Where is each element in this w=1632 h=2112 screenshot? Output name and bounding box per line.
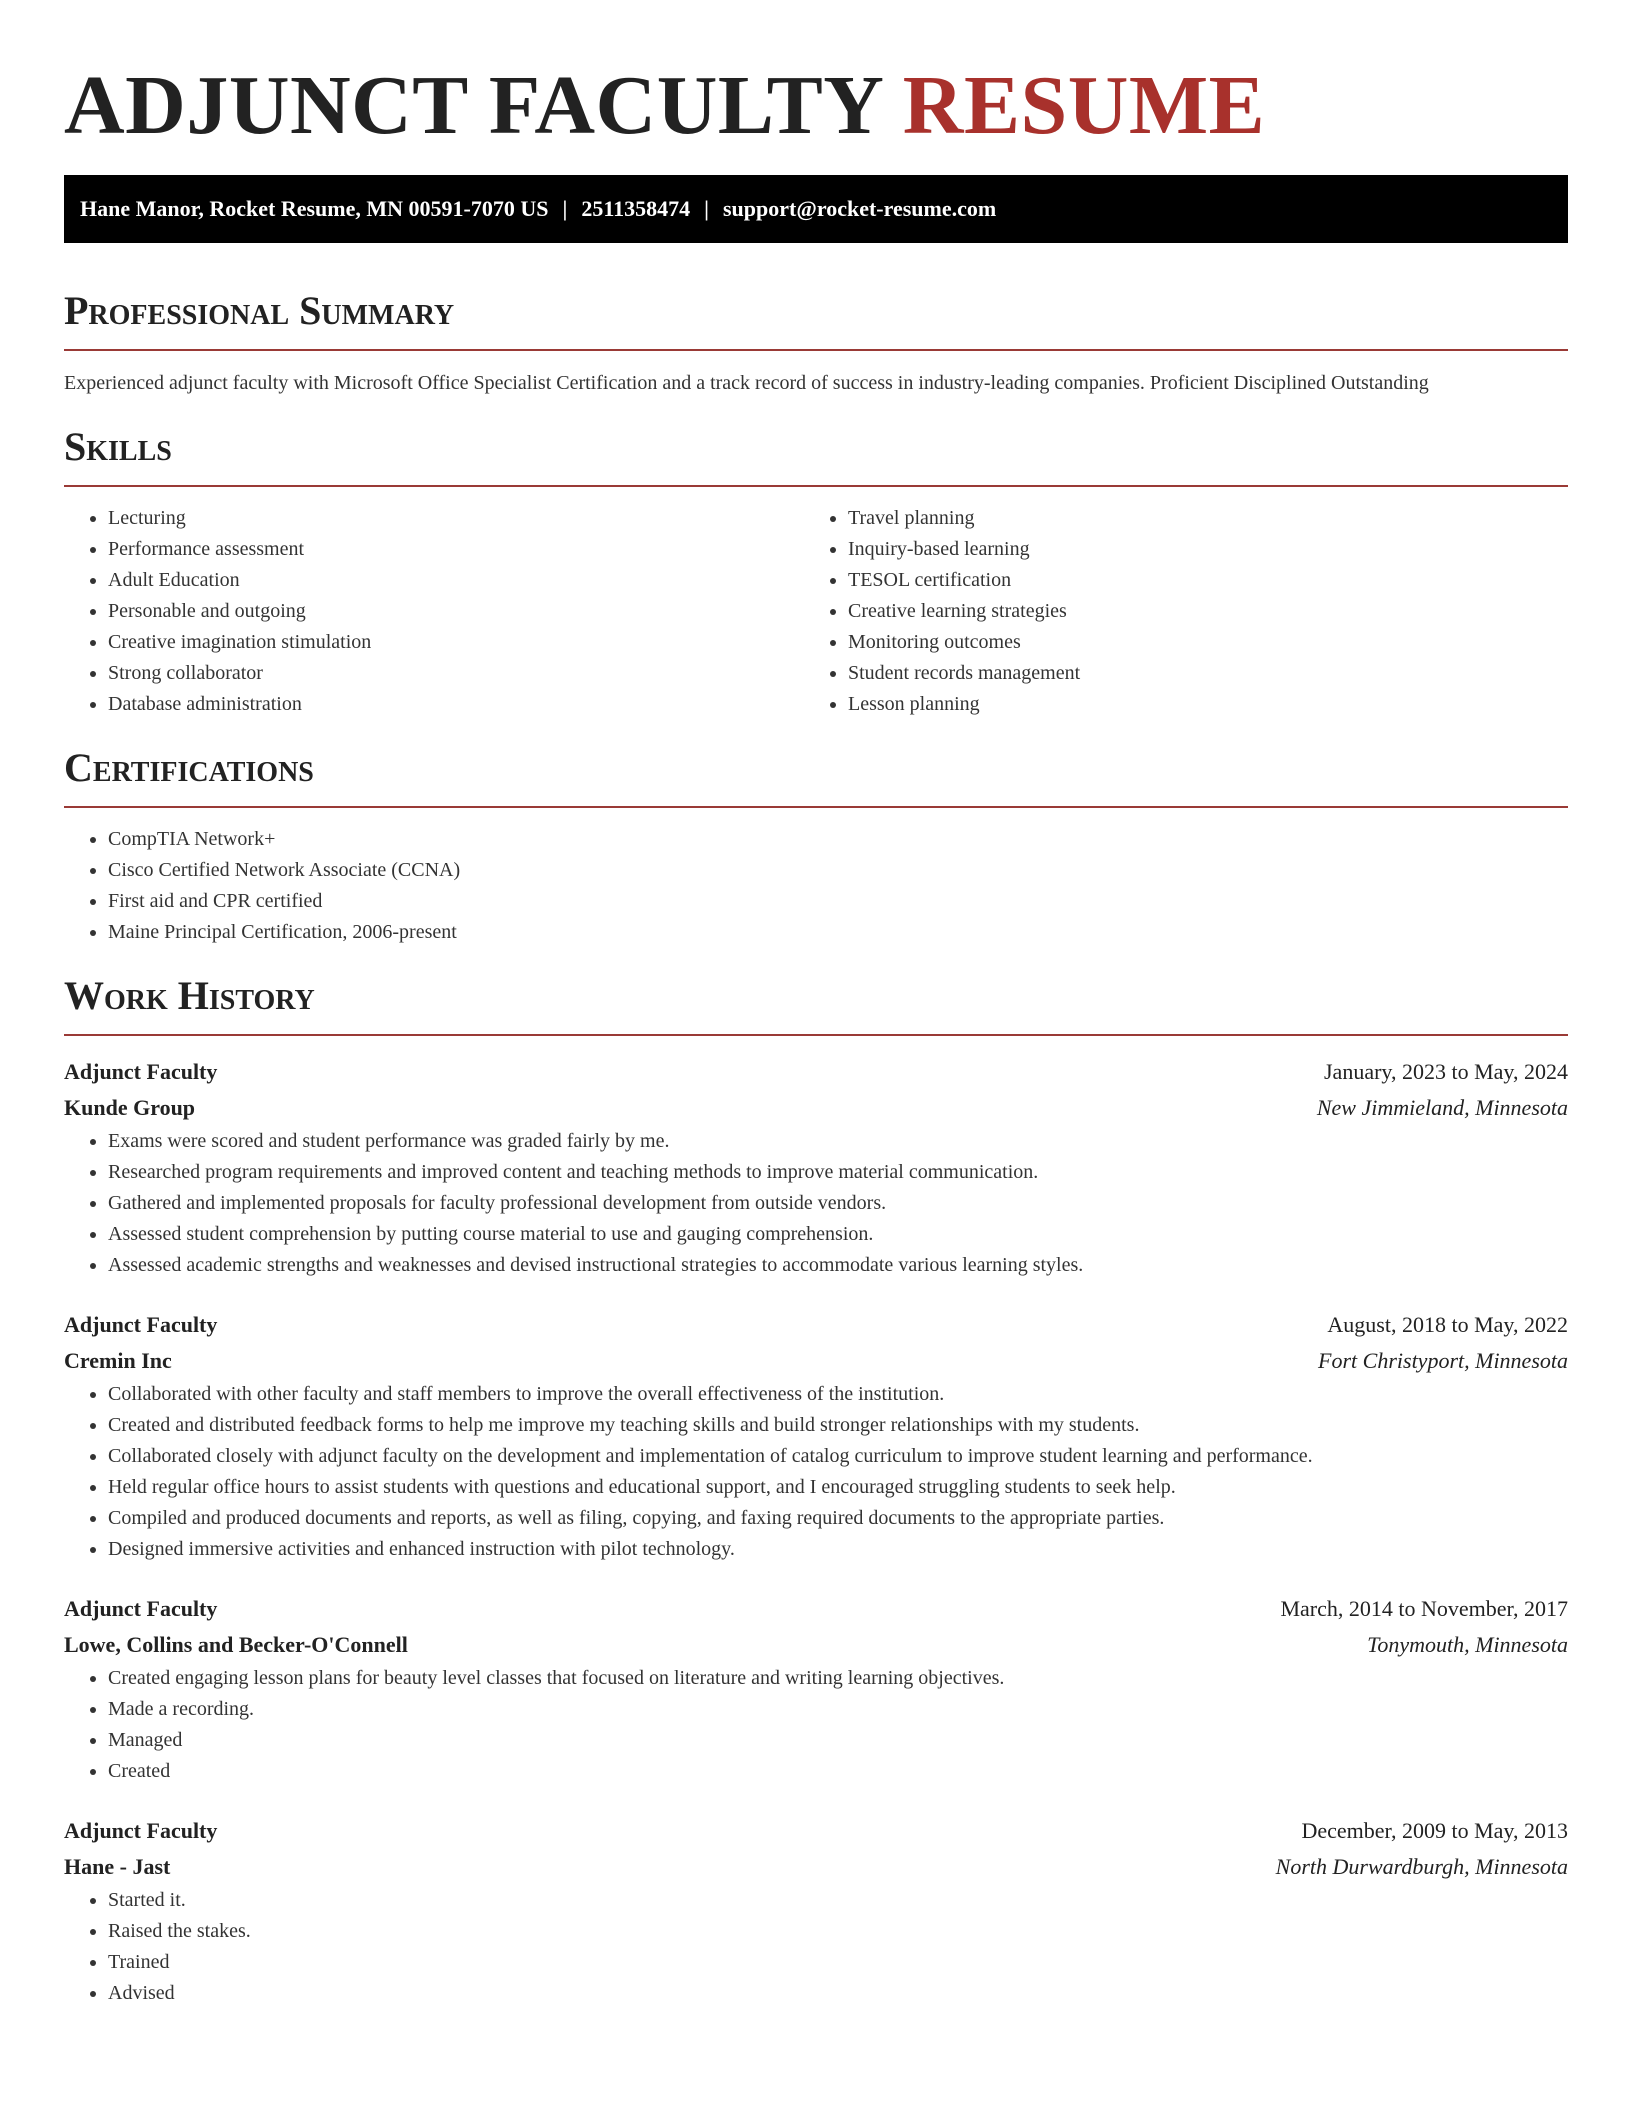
job-subheader <box>64 1343 1568 1379</box>
work-history-section <box>64 972 1568 2009</box>
certifications-list <box>64 824 1568 948</box>
resume-title <box>64 58 1568 154</box>
list-item: • Monitoring outcomes <box>848 627 1544 658</box>
list-item: • Gathered and implemented proposals for faculty professional development from outside vendors. <box>108 1188 1568 1219</box>
section-heading: Work History <box>64 973 315 1018</box>
job-header <box>64 1591 1568 1627</box>
list-item: • Student records management <box>848 658 1544 689</box>
summary-section <box>64 287 1568 397</box>
contact-email[interactable]: support@rocket-resume.com <box>723 196 997 221</box>
job-entry <box>64 1591 1568 1787</box>
job-dates: December, 2009 to May, 2013 <box>1301 1818 1568 1843</box>
list-item: • Inquiry-based learning <box>848 534 1544 565</box>
list-item: • Made a recording. <box>108 1694 1568 1725</box>
list-item: • Personable and outgoing <box>108 596 804 627</box>
job-company: Hane - Jast <box>64 1854 171 1879</box>
section-divider <box>64 349 1568 351</box>
job-dates: March, 2014 to November, 2017 <box>1280 1596 1568 1621</box>
list-item: • Lesson planning <box>848 689 1544 720</box>
list-item: • Created engaging lesson plans for beauty level classes that focused on literature and writing learning objectives. <box>108 1663 1568 1694</box>
job-bullets <box>64 1885 1568 2009</box>
skills-section <box>64 423 1568 720</box>
contact-separator: | <box>704 196 709 221</box>
job-dates: August, 2018 to May, 2022 <box>1327 1312 1568 1337</box>
skills-list-right <box>804 503 1544 720</box>
job-bullets <box>64 1663 1568 1787</box>
list-item: • Created <box>108 1756 1568 1787</box>
job-header <box>64 1813 1568 1849</box>
list-item: • Researched program requirements and improved content and teaching methods to improve material communication. <box>108 1157 1568 1188</box>
list-item: • Strong collaborator <box>108 658 804 689</box>
list-item: • Performance assessment <box>108 534 804 565</box>
skills-list-left <box>64 503 804 720</box>
list-item: • Raised the stakes. <box>108 1916 1568 1947</box>
job-location: Tonymouth, Minnesota <box>1367 1632 1568 1657</box>
job-title: Adjunct Faculty <box>64 1312 218 1337</box>
list-item: • Maine Principal Certification, 2006-present <box>108 917 1568 948</box>
skills-columns <box>64 503 1568 720</box>
job-entry <box>64 1307 1568 1565</box>
list-item: • Assessed academic strengths and weaknesses and devised instructional strategies to accommodate various learning styles. <box>108 1250 1568 1281</box>
list-item: • Trained <box>108 1947 1568 1978</box>
list-item: • Exams were scored and student performance was graded fairly by me. <box>108 1126 1568 1157</box>
section-heading: Certifications <box>64 745 314 790</box>
list-item: • Started it. <box>108 1885 1568 1916</box>
list-item: • Held regular office hours to assist students with questions and educational support, and I encouraged struggling students to seek help. <box>108 1472 1568 1503</box>
title-main: ADJUNCT FACULTY <box>64 59 882 152</box>
job-entry <box>64 1813 1568 2009</box>
list-item: • Collaborated closely with adjunct faculty on the development and implementation of catalog curriculum to improve student learning and performance. <box>108 1441 1568 1472</box>
title-accent: RESUME <box>902 59 1266 152</box>
list-item: • Advised <box>108 1978 1568 2009</box>
skills-column-left <box>64 503 804 720</box>
section-divider <box>64 1034 1568 1036</box>
list-item: • Adult Education <box>108 565 804 596</box>
contact-phone: 2511358474 <box>581 196 691 221</box>
list-item: • Created and distributed feedback forms to help me improve my teaching skills and build stronger relationships with my students. <box>108 1410 1568 1441</box>
list-item: • Creative learning strategies <box>848 596 1544 627</box>
summary-text: Experienced adjunct faculty with Microsoft Office Specialist Certification and a track record of success in industry-leading companies. Proficient Disciplined Outstanding <box>64 372 1429 394</box>
section-heading: Professional Summary <box>64 288 455 333</box>
section-divider <box>64 806 1568 808</box>
list-item: • CompTIA Network+ <box>108 824 1568 855</box>
contact-separator: | <box>562 196 568 221</box>
job-header <box>64 1054 1568 1090</box>
list-item: • First aid and CPR certified <box>108 886 1568 917</box>
list-item: • Database administration <box>108 689 804 720</box>
job-title: Adjunct Faculty <box>64 1818 218 1843</box>
certifications-section <box>64 744 1568 948</box>
contact-address: Hane Manor, Rocket Resume, MN 00591-7070 US <box>80 196 549 221</box>
skills-column-right <box>804 503 1544 720</box>
list-item: • Cisco Certified Network Associate (CCNA) <box>108 855 1568 886</box>
job-company: Lowe, Collins and Becker-O'Connell <box>64 1632 408 1657</box>
job-subheader <box>64 1627 1568 1663</box>
list-item: • Creative imagination stimulation <box>108 627 804 658</box>
list-item: • Designed immersive activities and enhanced instruction with pilot technology. <box>108 1534 1568 1565</box>
job-location: North Durwardburgh, Minnesota <box>1275 1854 1568 1879</box>
job-entry <box>64 1054 1568 1281</box>
list-item: • Lecturing <box>108 503 804 534</box>
list-item: • TESOL certification <box>848 565 1544 596</box>
section-divider <box>64 485 1568 487</box>
section-heading: Skills <box>64 424 172 469</box>
job-title: Adjunct Faculty <box>64 1059 218 1084</box>
job-location: New Jimmieland, Minnesota <box>1316 1095 1568 1120</box>
job-company: Kunde Group <box>64 1095 196 1120</box>
list-item: • Managed <box>108 1725 1568 1756</box>
job-bullets <box>64 1126 1568 1281</box>
list-item: • Collaborated with other faculty and staff members to improve the overall effectiveness of the institution. <box>108 1379 1568 1410</box>
job-bullets <box>64 1379 1568 1565</box>
list-item: • Compiled and produced documents and reports, as well as filing, copying, and faxing required documents to the appropriate parties. <box>108 1503 1568 1534</box>
job-subheader <box>64 1090 1568 1126</box>
contact-bar <box>64 175 1568 243</box>
job-company: Cremin Inc <box>64 1348 172 1373</box>
list-item: • Travel planning <box>848 503 1544 534</box>
job-subheader <box>64 1849 1568 1885</box>
job-dates: January, 2023 to May, 2024 <box>1324 1059 1568 1084</box>
list-item: • Assessed student comprehension by putting course material to use and gauging comprehension. <box>108 1219 1568 1250</box>
job-location: Fort Christyport, Minnesota <box>1318 1348 1568 1373</box>
job-header <box>64 1307 1568 1343</box>
job-title: Adjunct Faculty <box>64 1596 218 1621</box>
